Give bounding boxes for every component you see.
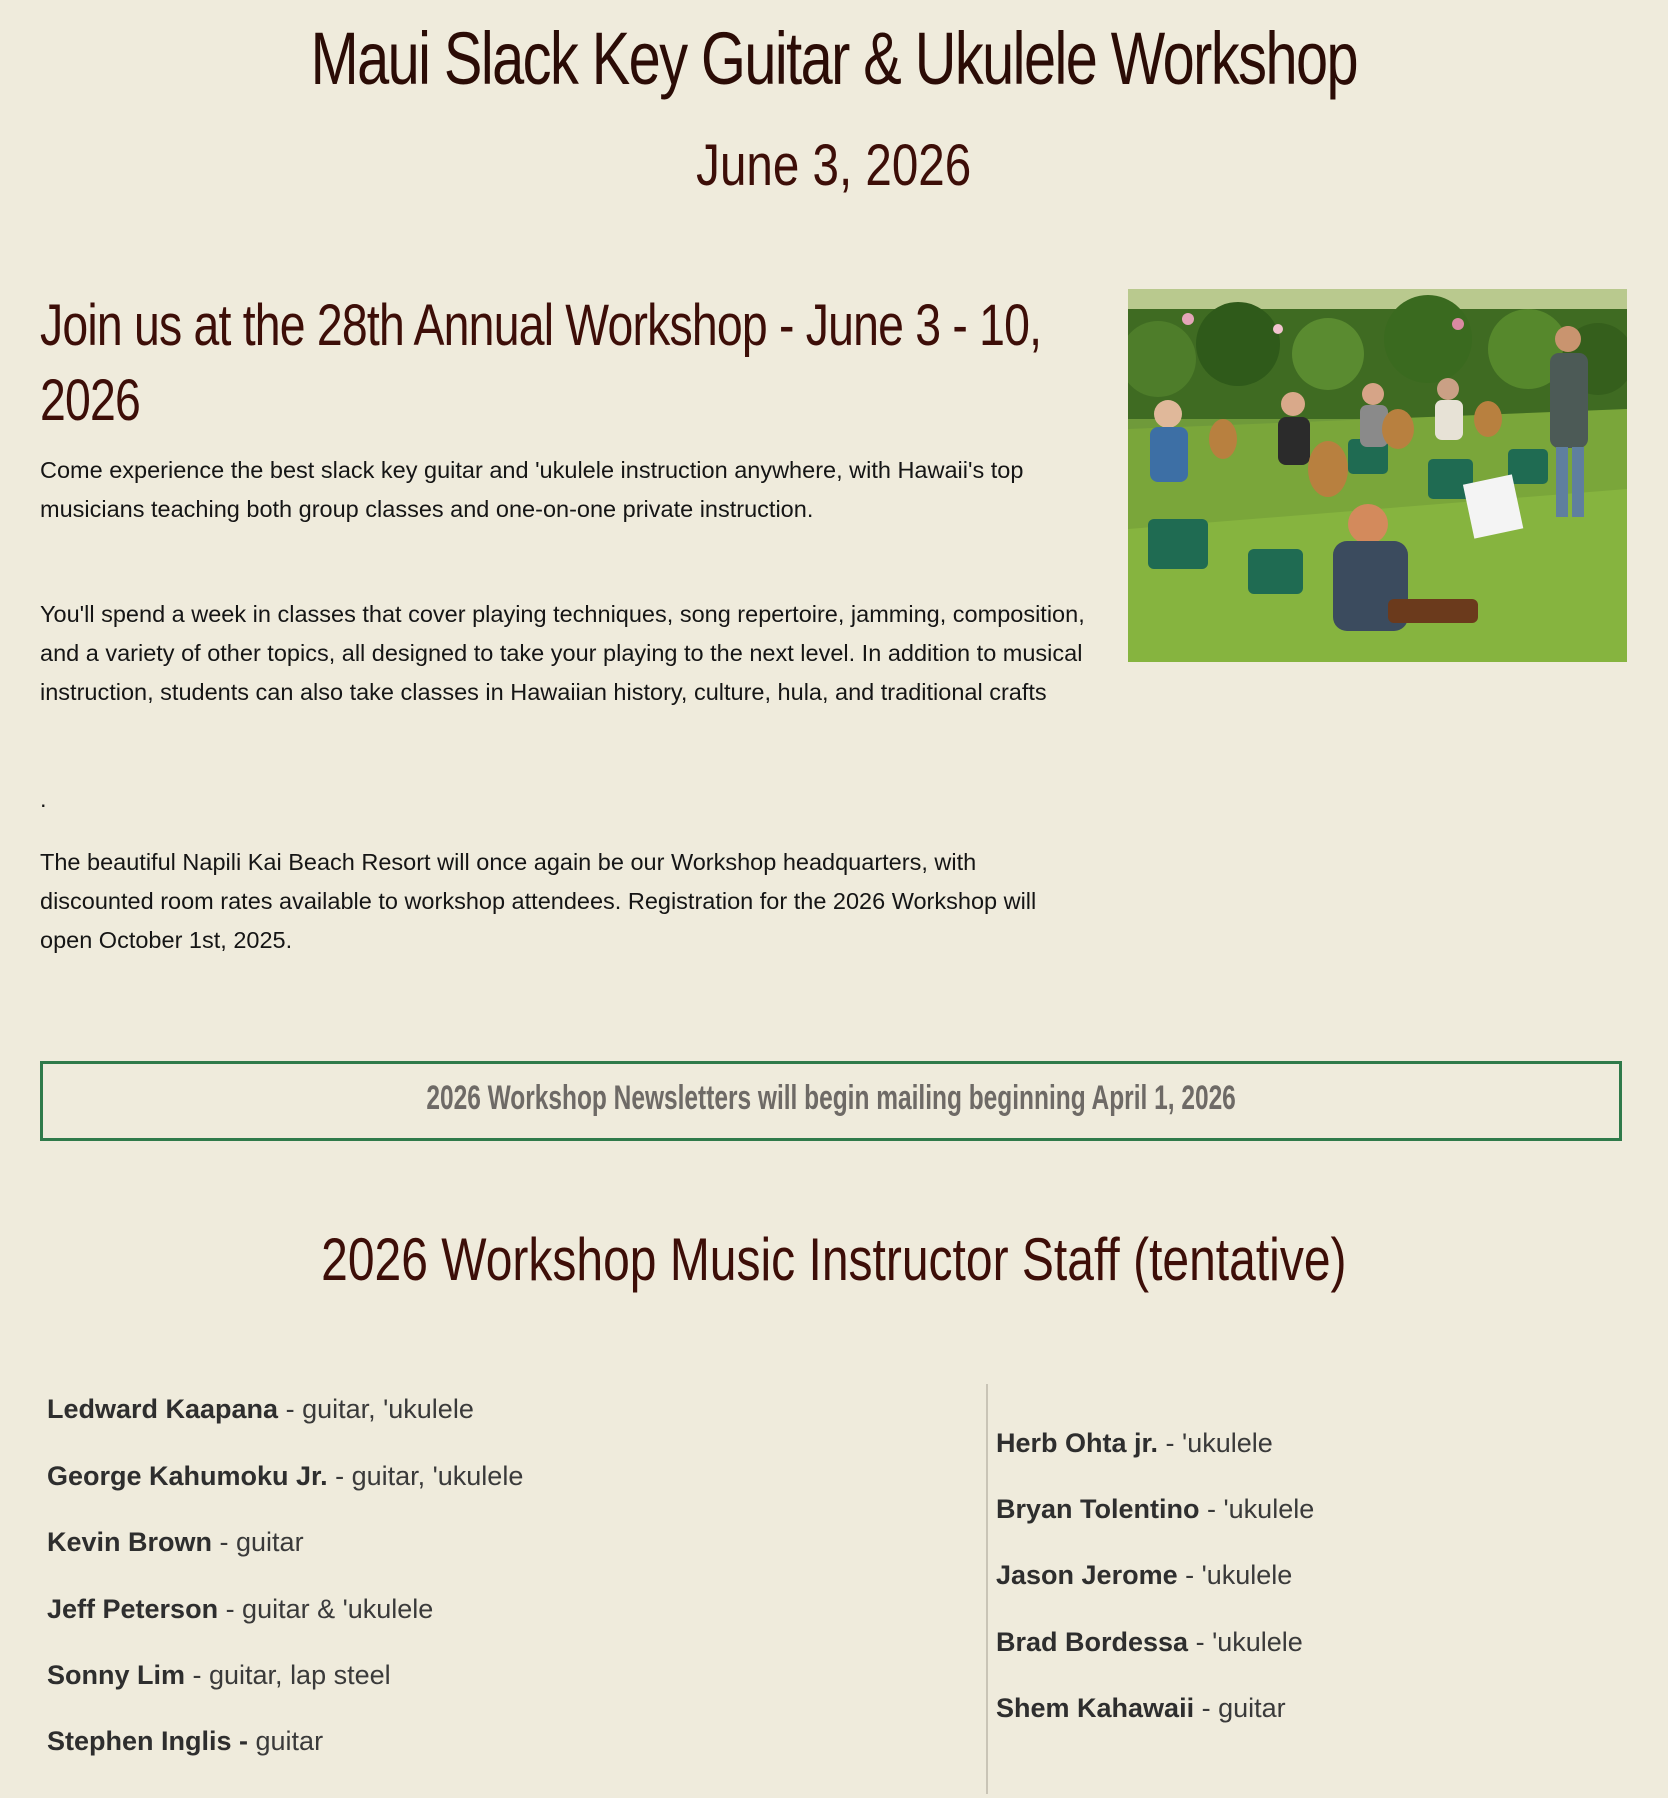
workshop-date: June 3, 2026 [696, 133, 972, 198]
instructor-name: Stephen Inglis - [47, 1726, 249, 1756]
instructor-role: - guitar [1194, 1693, 1286, 1723]
instructor-item [47, 1724, 323, 1758]
intro-heading [40, 288, 1080, 438]
site-title: Maui Slack Key Guitar & Ukulele Workshop [310, 17, 1358, 100]
instructor-role: - 'ukulele [1177, 1560, 1293, 1590]
instructor-item [996, 1426, 1273, 1460]
instructor-name: Sonny Lim [47, 1660, 186, 1690]
instructor-item [47, 1658, 391, 1692]
newsletter-notice-text: 2026 Workshop Newsletters will begin mailing beginning April 1, 2026 [426, 1079, 1236, 1117]
instructor-item [47, 1459, 523, 1493]
instructor-name: Jeff Peterson [47, 1594, 219, 1624]
instructor-name: Brad Bordessa [996, 1627, 1189, 1657]
instructor-item [47, 1392, 474, 1426]
column-divider [986, 1384, 988, 1794]
staff-heading: 2026 Workshop Music Instructor Staff (tentative) [321, 1226, 1347, 1293]
instructor-item [47, 1525, 304, 1559]
instructor-role: - guitar, lap steel [185, 1660, 391, 1690]
instructor-item [47, 1592, 433, 1626]
instructor-item [996, 1691, 1286, 1725]
instructor-item [996, 1625, 1303, 1659]
instructor-name: Bryan Tolentino [996, 1494, 1200, 1524]
instructor-role: - guitar, 'ukulele [278, 1394, 474, 1424]
workshop-photo [1128, 289, 1627, 662]
instructor-role: - 'ukulele [1199, 1494, 1315, 1524]
instructor-name: Kevin Brown [47, 1527, 213, 1557]
instructor-name: Shem Kahawaii [996, 1693, 1195, 1723]
newsletter-notice [40, 1061, 1622, 1141]
instructor-role: - guitar & 'ukulele [218, 1594, 434, 1624]
intro-paragraph-3: . [40, 786, 47, 812]
instructor-item [996, 1558, 1292, 1592]
instructor-name: Herb Ohta jr. [996, 1428, 1159, 1458]
intro-paragraph-4: The beautiful Napili Kai Beach Resort will once again be our Workshop headquarters, with discounted room rates available to workshop attendees. Registration for the 2026 Workshop will open October 1st, 2025. [40, 849, 1037, 953]
instructor-role: - 'ukulele [1158, 1428, 1273, 1458]
instructor-name: Jason Jerome [996, 1560, 1178, 1590]
instructor-role: - 'ukulele [1188, 1627, 1303, 1657]
instructor-name: Ledward Kaapana [47, 1394, 279, 1424]
instructor-role: - guitar, 'ukulele [327, 1461, 524, 1491]
instructor-item [996, 1492, 1314, 1526]
instructor-name: George Kahumoku Jr. [47, 1461, 328, 1491]
intro-paragraph-1: Come experience the best slack key guitar and 'ukulele instruction anywhere, with Hawaii's top musicians teaching both group classes and one-on-one private instruction. [40, 457, 1024, 522]
instructor-role: - guitar [212, 1527, 304, 1557]
intro-heading-line1: Join us at the 28th Annual Workshop - June 3 - 10, [40, 293, 1042, 358]
intro-paragraph-2: You'll spend a week in classes that cover playing techniques, song repertoire, jamming, composition, and a variety of other topics, all designed to take your playing to the next level. In addition to musical instruction, students can also take classes in Hawaiian history, culture, hula, and traditional crafts [40, 601, 1085, 705]
instructor-role: guitar [248, 1726, 324, 1756]
intro-heading-line2: 2026 [40, 368, 141, 433]
